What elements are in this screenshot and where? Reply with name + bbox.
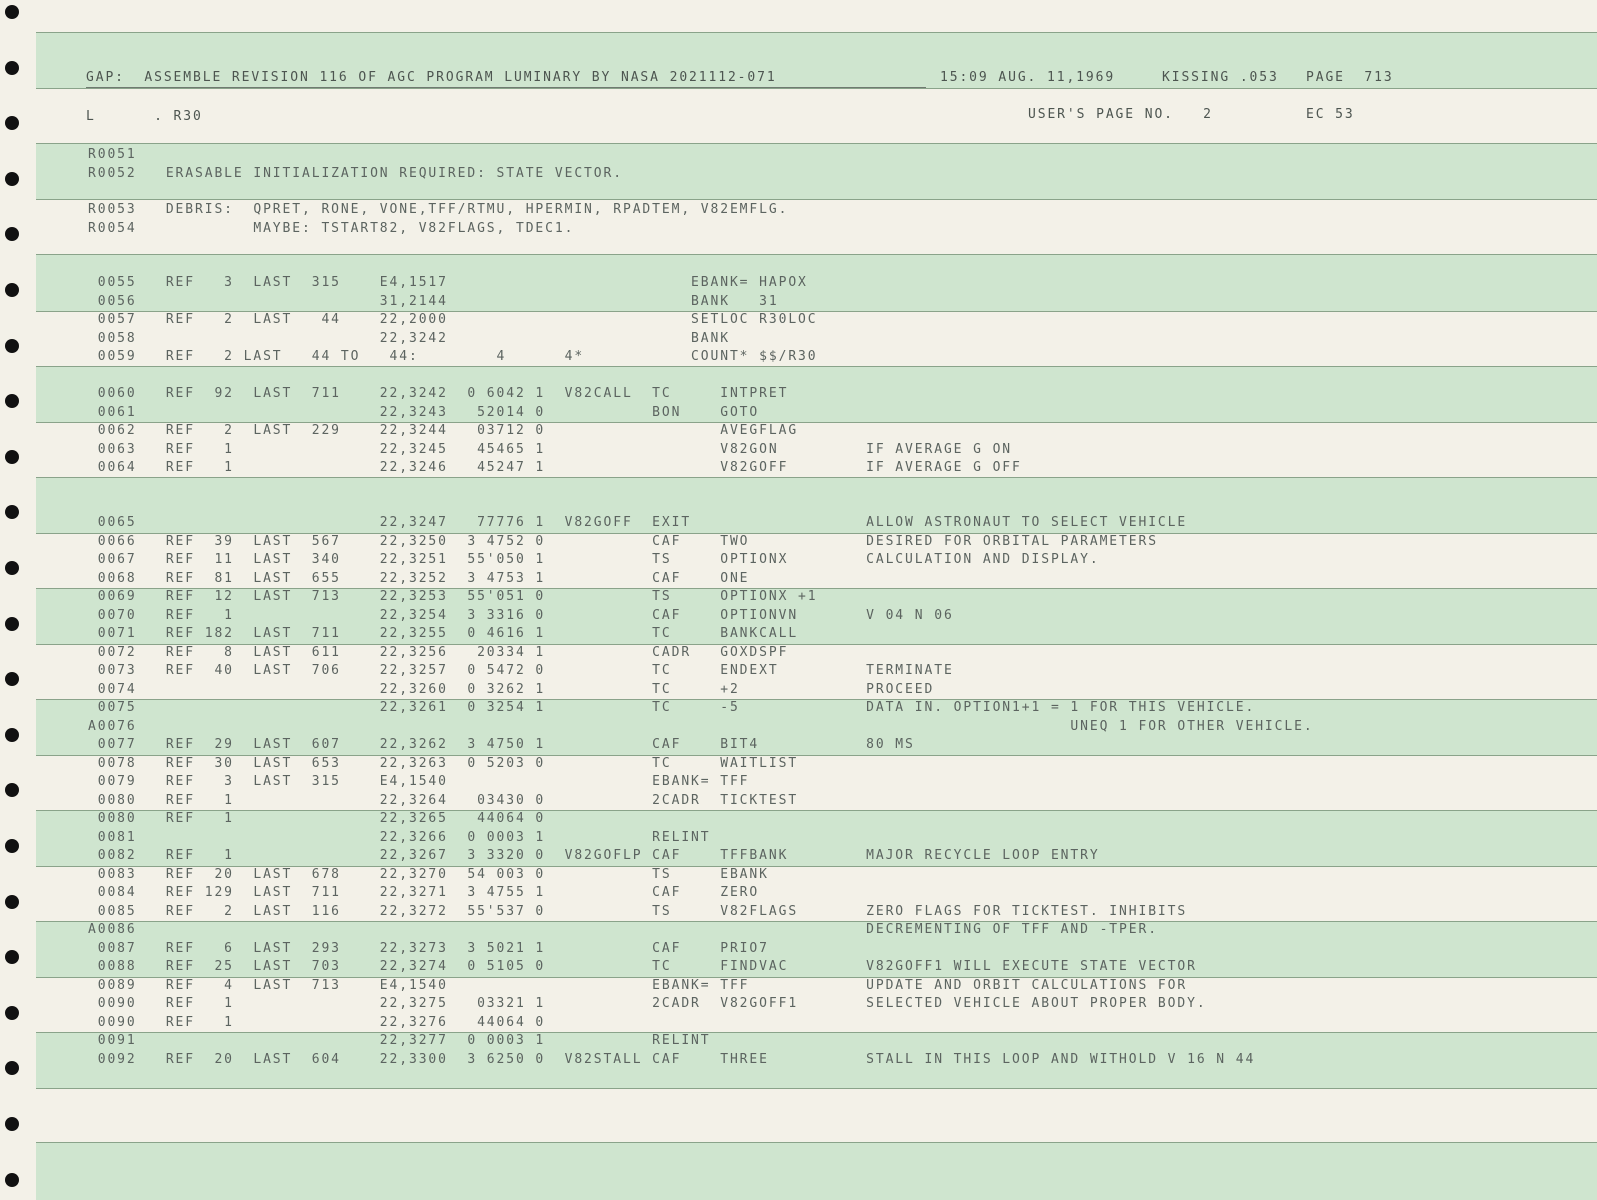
listing-line: 0071 REF 182 LAST 711 22,3255 0 4616 1 TC BANKCALL: [88, 626, 799, 641]
listing-line: 0092 REF 20 LAST 604 22,3300 3 6250 0 V82STALL CAF THREE STALL IN THIS LOOP AND WITHOLD V 16 N 44: [88, 1052, 1256, 1067]
punch-hole: [5, 1173, 19, 1187]
listing-line: 0088 REF 25 LAST 703 22,3274 0 5105 0 TC FINDVAC V82GOFF1 WILL EXECUTE STATE VECTOR: [88, 959, 1197, 974]
band-edge: [36, 143, 1597, 144]
listing-line: 0069 REF 12 LAST 713 22,3253 55'051 0 TS OPTIONX +1: [88, 589, 818, 604]
users-page-number: USER'S PAGE NO. 2: [1028, 107, 1213, 122]
listing-line: 0055 REF 3 LAST 315 E4,1517 EBANK= HAPOX: [88, 275, 808, 290]
listing-line: R0054 MAYBE: TSTART82, V82FLAGS, TDEC1.: [88, 221, 575, 236]
listing-line: 0087 REF 6 LAST 293 22,3273 3 5021 1 CAF PRIO7: [88, 941, 769, 956]
band-edge: [36, 199, 1597, 200]
punch-hole: [5, 1117, 19, 1131]
section-label: L . R30: [86, 109, 203, 124]
listing-line: R0053 DEBRIS: QPRET, RONE, VONE,TFF/RTMU, HPERMIN, RPADTEM, V82EMFLG.: [88, 202, 789, 217]
band-edge: [36, 254, 1597, 255]
assembly-title: GAP: ASSEMBLE REVISION 116 OF AGC PROGRAM LUMINARY BY NASA 2021112-071: [86, 70, 777, 85]
listing-line: 0078 REF 30 LAST 653 22,3263 0 5203 0 TC WAITLIST: [88, 756, 799, 771]
band-edge: [36, 1088, 1597, 1089]
punch-hole: [5, 172, 19, 186]
listing-line: R0052 ERASABLE INITIALIZATION REQUIRED: STATE VECTOR.: [88, 166, 623, 181]
band-edge: [36, 366, 1597, 367]
listing-line: 0056 31,2144 BANK 31: [88, 294, 779, 309]
listing-line: 0070 REF 1 22,3254 3 3316 0 CAF OPTIONVN V 04 N 06: [88, 608, 954, 623]
ec-number: EC 53: [1306, 107, 1355, 122]
listing-line: 0079 REF 3 LAST 315 E4,1540 EBANK= TFF: [88, 774, 750, 789]
listing-line: 0068 REF 81 LAST 655 22,3252 3 4753 1 CAF ONE: [88, 571, 750, 586]
band-edge: [36, 88, 1597, 89]
punch-hole: [5, 61, 19, 75]
tractor-feed-holes: [0, 0, 30, 1200]
band-edge: [36, 477, 1597, 478]
listing-line: 0082 REF 1 22,3267 3 3320 0 V82GOFLP CAF TFFBANK MAJOR RECYCLE LOOP ENTRY: [88, 848, 1100, 863]
punch-hole: [5, 672, 19, 686]
punch-hole: [5, 561, 19, 575]
listing-line: 0061 22,3243 52014 0 BON GOTO: [88, 405, 760, 420]
punch-hole: [5, 450, 19, 464]
band-edge: [36, 1142, 1597, 1143]
punch-hole: [5, 783, 19, 797]
listing-line: 0081 22,3266 0 0003 1 RELINT: [88, 830, 711, 845]
listing-line: 0090 REF 1 22,3276 44064 0: [88, 1015, 546, 1030]
listing-line: 0063 REF 1 22,3245 45465 1 V82GON IF AVERAGE G ON: [88, 442, 1013, 457]
punch-hole: [5, 227, 19, 241]
operator-name: KISSING .053: [1162, 70, 1279, 85]
band-edge: [36, 32, 1597, 33]
listing-line: 0059 REF 2 LAST 44 TO 44: 4 4* COUNT* $$/R30: [88, 349, 818, 364]
listing-line: 0073 REF 40 LAST 706 22,3257 0 5472 0 TC ENDEXT TERMINATE: [88, 663, 954, 678]
listing-line: 0091 22,3277 0 0003 1 RELINT: [88, 1033, 711, 1048]
listing-line: 0060 REF 92 LAST 711 22,3242 0 6042 1 V82CALL TC INTPRET: [88, 386, 789, 401]
listing-line: 0066 REF 39 LAST 567 22,3250 3 4752 0 CAF TWO DESIRED FOR ORBITAL PARAMETERS: [88, 534, 1158, 549]
punch-hole: [5, 1006, 19, 1020]
punch-hole: [5, 617, 19, 631]
punch-hole: [5, 950, 19, 964]
listing-line: 0083 REF 20 LAST 678 22,3270 54 003 0 TS EBANK: [88, 867, 769, 882]
punch-hole: [5, 339, 19, 353]
green-band: [36, 1142, 1597, 1200]
listing-line: 0065 22,3247 77776 1 V82GOFF EXIT ALLOW ASTRONAUT TO SELECT VEHICLE: [88, 515, 1188, 530]
listing-line: 0057 REF 2 LAST 44 22,2000 SETLOC R30LOC: [88, 312, 818, 327]
punch-hole: [5, 116, 19, 130]
punch-hole: [5, 505, 19, 519]
listing-line: 0090 REF 1 22,3275 03321 1 2CADR V82GOFF1 SELECTED VEHICLE ABOUT PROPER BODY.: [88, 996, 1207, 1011]
listing-line: 0089 REF 4 LAST 713 E4,1540 EBANK= TFF UPDATE AND ORBIT CALCULATIONS FOR: [88, 978, 1188, 993]
listing-line: 0072 REF 8 LAST 611 22,3256 20334 1 CADR GOXDSPF: [88, 645, 789, 660]
punch-hole: [5, 728, 19, 742]
listing-line: 0085 REF 2 LAST 116 22,3272 55'537 0 TS V82FLAGS ZERO FLAGS FOR TICKTEST. INHIBITS: [88, 904, 1188, 919]
listing-line: 0074 22,3260 0 3262 1 TC +2 PROCEED: [88, 682, 935, 697]
punch-hole: [5, 283, 19, 297]
listing-line: 0084 REF 129 LAST 711 22,3271 3 4755 1 CAF ZERO: [88, 885, 760, 900]
assembly-timestamp: 15:09 AUG. 11,1969: [940, 70, 1116, 85]
listing-line: 0075 22,3261 0 3254 1 TC -5 DATA IN. OPTION1+1 = 1 FOR THIS VEHICLE.: [88, 700, 1256, 715]
listing-line: A0086 DECREMENTING OF TFF AND -TPER.: [88, 922, 1158, 937]
punch-hole: [5, 1061, 19, 1075]
listing-line: R0051: [88, 147, 137, 162]
punch-hole: [5, 5, 19, 19]
listing-line: A0076 UNEQ 1 FOR OTHER VEHICLE.: [88, 719, 1314, 734]
listing-line: 0080 REF 1 22,3265 44064 0: [88, 811, 546, 826]
listing-line: 0080 REF 1 22,3264 03430 0 2CADR TICKTEST: [88, 793, 799, 808]
page-number: PAGE 713: [1306, 70, 1394, 85]
punch-hole: [5, 895, 19, 909]
listing-line: 0067 REF 11 LAST 340 22,3251 55'050 1 TS OPTIONX CALCULATION AND DISPLAY.: [88, 552, 1100, 567]
listing-line: 0062 REF 2 LAST 229 22,3244 03712 0 AVEGFLAG: [88, 423, 799, 438]
printout-sheet: [36, 0, 1597, 1200]
listing-line: 0077 REF 29 LAST 607 22,3262 3 4750 1 CAF BIT4 80 MS: [88, 737, 915, 752]
punch-hole: [5, 394, 19, 408]
punch-hole: [5, 839, 19, 853]
listing-line: 0058 22,3242 BANK: [88, 331, 730, 346]
title-underline: [86, 87, 926, 88]
listing-line: 0064 REF 1 22,3246 45247 1 V82GOFF IF AVERAGE G OFF: [88, 460, 1022, 475]
